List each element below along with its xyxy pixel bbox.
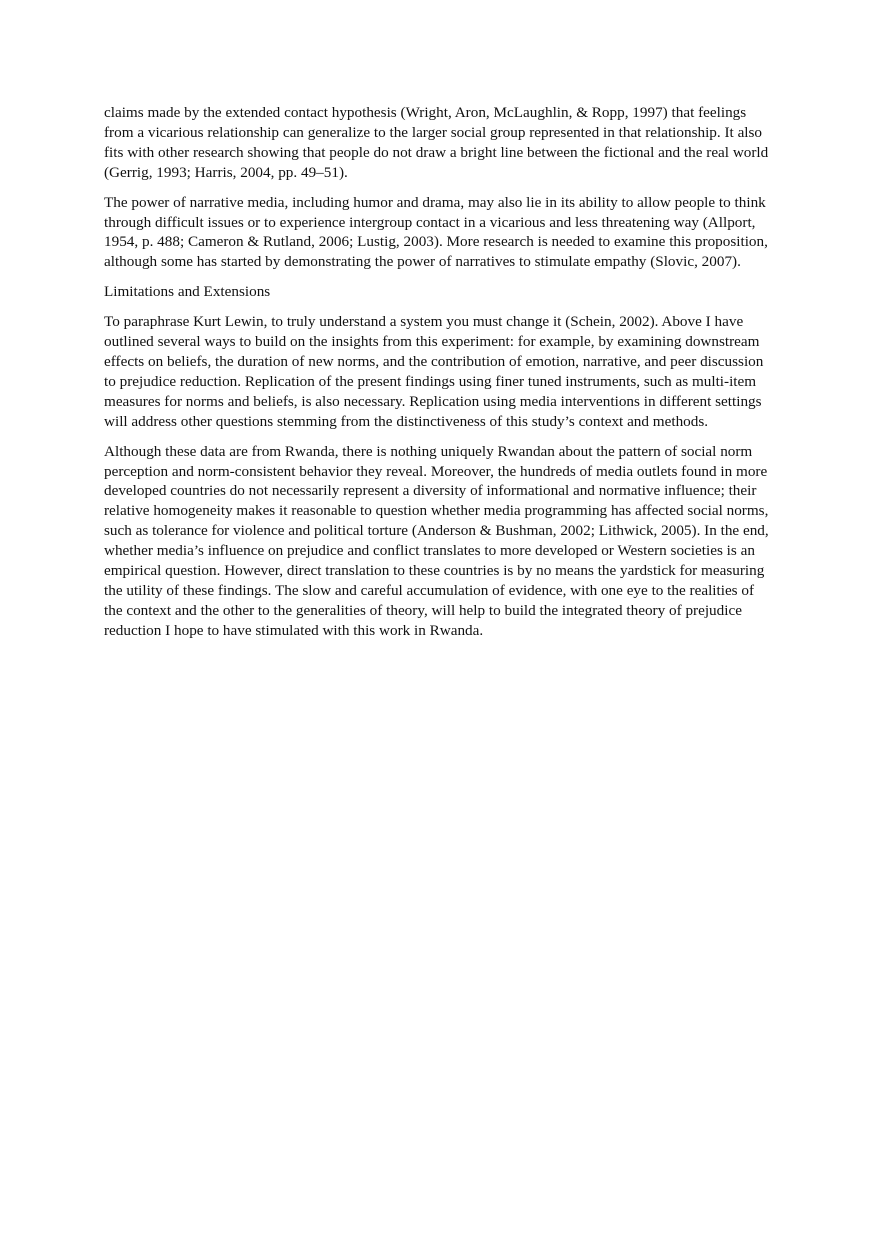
paragraph-rwanda-generalization: Although these data are from Rwanda, there is nothing uniquely Rwandan about the pattern of social norm perception and norm-consistent behavior they reveal. Moreover, the hundreds of media outlets found in more developed countries do not necessarily represent a diversity of informational and normative influence; their relative homogeneity makes it reasonable to question whether media programming has affected social norms, such as tolerance for violence and political torture (Anderson & Bushman, 2002; Lithwick, 2005). In the end, whether media’s influence on prejudice and conflict translates to more developed or Western societies is an empirical question. However, direct translation to these countries is by no means the yardstick for measuring the utility of these findings. The slow and careful accumulation of evidence, with one eye to the realities of the context and the other to the generalities of theory, will help to build the integrated theory of prejudice reduction I hope to have stimulated with this work in Rwanda. [104, 442, 769, 639]
section-heading-limitations: Limitations and Extensions [104, 283, 271, 301]
paragraph-kurt-lewin: To paraphrase Kurt Lewin, to truly understand a system you must change it (Schein, 2002). Above I have outlined several ways to build on the insights from this experiment: for example, by examining downstream effects on beliefs, the duration of new norms, and the contribution of emotion, narrative, and peer discussion to prejudice reduction. Replication of the present findings using finer tuned instruments, such as multi-item measures for norms and beliefs, is also necessary. Replication using media interventions in different settings will address other questions stemming from the distinctiveness of this study’s context and methods. [104, 313, 764, 430]
document-page [104, 103, 776, 651]
paragraph-extended-contact: claims made by the extended contact hypothesis (Wright, Aron, McLaughlin, & Ropp, 1997) that feelings from a vicarious relationship can generalize to the larger social group represented in that relationship. It also fits with other research showing that people do not draw a bright line between the fictional and the real world (Gerrig, 1993; Harris, 2004, pp. 49–51). [104, 104, 769, 181]
paragraph-narrative-media: The power of narrative media, including humor and drama, may also lie in its ability to allow people to think through difficult issues or to experience intergroup contact in a vicarious and less threatening way (Allport, 1954, p. 488; Cameron & Rutland, 2006; Lustig, 2003). More research is needed to examine this proposition, although some has started by demonstrating the power of narratives to stimulate empathy (Slovic, 2007). [104, 193, 768, 271]
